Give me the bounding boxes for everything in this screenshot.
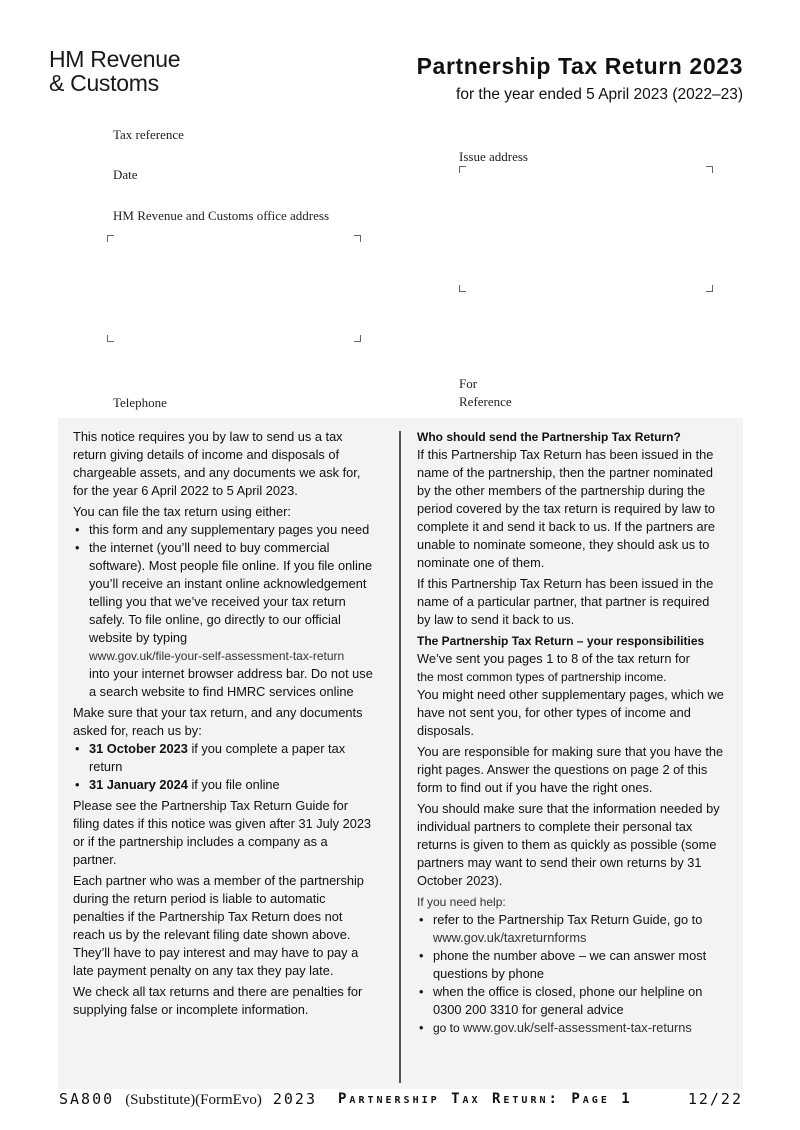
page-subtitle: for the year ended 5 April 2023 (2022–23): [456, 86, 743, 103]
corner-mark: [354, 335, 361, 342]
list-item: [73, 539, 373, 701]
resp-text-1b: the most common types of partnership income.: [417, 670, 667, 684]
deadline-date: 31 October 2023: [89, 741, 188, 756]
resp-text-2: You might need other supplementary pages, which we have not sent you, for other types of income and disposals.: [417, 687, 724, 738]
form-year: 2023: [272, 1090, 317, 1108]
logo-line-1: HM Revenue: [49, 46, 181, 72]
file-either-text: You can file the tax return using either:: [73, 504, 291, 519]
who-text: If this Partnership Tax Return has been issued in the name of the partnership, then the partner nominated by the other members of the partnership during the period covered by the tax return is required by law to complete it and send it back to us. If the partners are unable to nominate someone, they should ask us to nominate one of them.: [417, 447, 716, 570]
list-item: [73, 740, 373, 776]
bullet-form-text: this form and any supplementary pages you need: [89, 522, 370, 537]
guide-note-text: Please see the Partnership Tax Return Guide for filing dates if this notice was given after 31 July 2023 or if the partnership includes a company as a partner.: [73, 798, 372, 867]
help-heading: If you need help:: [417, 895, 506, 909]
page-title: Partnership Tax Return 2023: [416, 53, 743, 79]
corner-mark: [107, 235, 114, 242]
telephone-label: Telephone: [113, 395, 167, 410]
make-sure-text: Make sure that your tax return, and any documents asked for, reach us by:: [73, 705, 363, 738]
list-item: [417, 947, 725, 983]
date-label: Date: [113, 167, 138, 182]
right-column: [417, 428, 725, 1040]
self-assessment-link[interactable]: www.gov.uk/self-assessment-tax-returns: [463, 1020, 692, 1035]
issue-address-label: Issue address: [459, 149, 528, 164]
taxreturnforms-link[interactable]: www.gov.uk/taxreturnforms: [433, 930, 587, 945]
list-item: [73, 521, 373, 539]
help-list: [417, 911, 725, 1037]
list-item: [73, 776, 373, 794]
list-item: [417, 983, 725, 1019]
responsibilities-heading: The Partnership Tax Return – your responsibilities: [417, 634, 705, 648]
for-reference-label-2: Reference: [459, 394, 512, 409]
deadlines-list: [73, 740, 373, 794]
help-text: refer to the Partnership Tax Return Guide, go to: [433, 912, 703, 927]
corner-mark: [706, 285, 713, 292]
list-item: [417, 911, 725, 947]
resp-text-1: [417, 650, 725, 686]
form-variant: (Substitute)(FormEvo): [125, 1092, 262, 1108]
deadline-date: 31 January 2024: [89, 777, 188, 792]
help-text: go to: [433, 1021, 464, 1035]
form-version: 12/22: [687, 1090, 743, 1108]
penalties-text: Each partner who was a member of the partnership during the return period is liable to automatic penalties if the Partnership Tax Return does not reach us by the relevant filing date shown above. They’ll have to pay interest and may have to pay a late payment penalty on any tax they pay late.: [73, 873, 364, 978]
who-heading: Who should send the Partnership Tax Return?: [417, 430, 681, 444]
file-online-link[interactable]: www.gov.uk/file-your-self-assessment-tax-return: [89, 649, 345, 663]
form-code: [59, 1090, 317, 1109]
checks-text: We check all tax returns and there are penalties for supplying false or incomplete information.: [73, 984, 363, 1017]
office-address-label: HM Revenue and Customs office address: [113, 208, 330, 223]
corner-mark: [354, 235, 361, 242]
corner-mark: [459, 285, 466, 292]
column-divider: [399, 431, 401, 1083]
page-label: Partnership Tax Return: Page 1: [338, 1091, 633, 1107]
resp-text-4: You should make sure that the information needed by individual partners to complete their personal tax returns is given to them as quickly as possible (some partners may want to send their own returns by 31 October 2023).: [417, 801, 720, 888]
deadline-text: if you complete a paper tax return: [89, 741, 346, 774]
filing-methods-list: [73, 521, 373, 701]
for-reference-label-1: For: [459, 376, 478, 391]
bullet-internet-text-2: into your internet browser address bar. Do not use a search website to find HMRC services online: [89, 666, 373, 699]
intro-text: This notice requires you by law to send us a tax return giving details of income and disposals of chargeable assets, and any documents we ask for, for the year 6 April 2022 to 5 April 2023.: [73, 429, 361, 498]
help-text: when the office is closed, phone our helpline on 0300 200 3310 for general advice: [433, 984, 703, 1017]
resp-text-3: You are responsible for making sure that you have the right pages. Answer the questions on page 2 of this form to find out if you have the right ones.: [417, 744, 724, 795]
list-item: [417, 1019, 725, 1037]
corner-mark: [706, 166, 713, 173]
who-text-2: If this Partnership Tax Return has been issued in the name of a particular partner, that partner is required by law to send it back to us.: [417, 576, 714, 627]
logo-line-2: & Customs: [49, 70, 159, 96]
resp-text-1a: We’ve sent you pages 1 to 8 of the tax return for: [417, 651, 690, 666]
left-column: [73, 428, 373, 1022]
deadline-text: if you file online: [187, 777, 280, 792]
bullet-internet-text: the internet (you’ll need to buy commercial software). Most people file online. If you file online you’ll receive an instant online acknowledgement telling you that we’ve received your tax return safely. To file online, go directly to our official website by typing: [89, 540, 373, 645]
hmrc-logo: [49, 47, 180, 95]
tax-reference-label: Tax reference: [113, 127, 184, 142]
help-text: phone the number above – we can answer most questions by phone: [433, 948, 707, 981]
corner-mark: [107, 335, 114, 342]
corner-mark: [459, 166, 466, 173]
form-code-text: SA800: [59, 1090, 115, 1108]
